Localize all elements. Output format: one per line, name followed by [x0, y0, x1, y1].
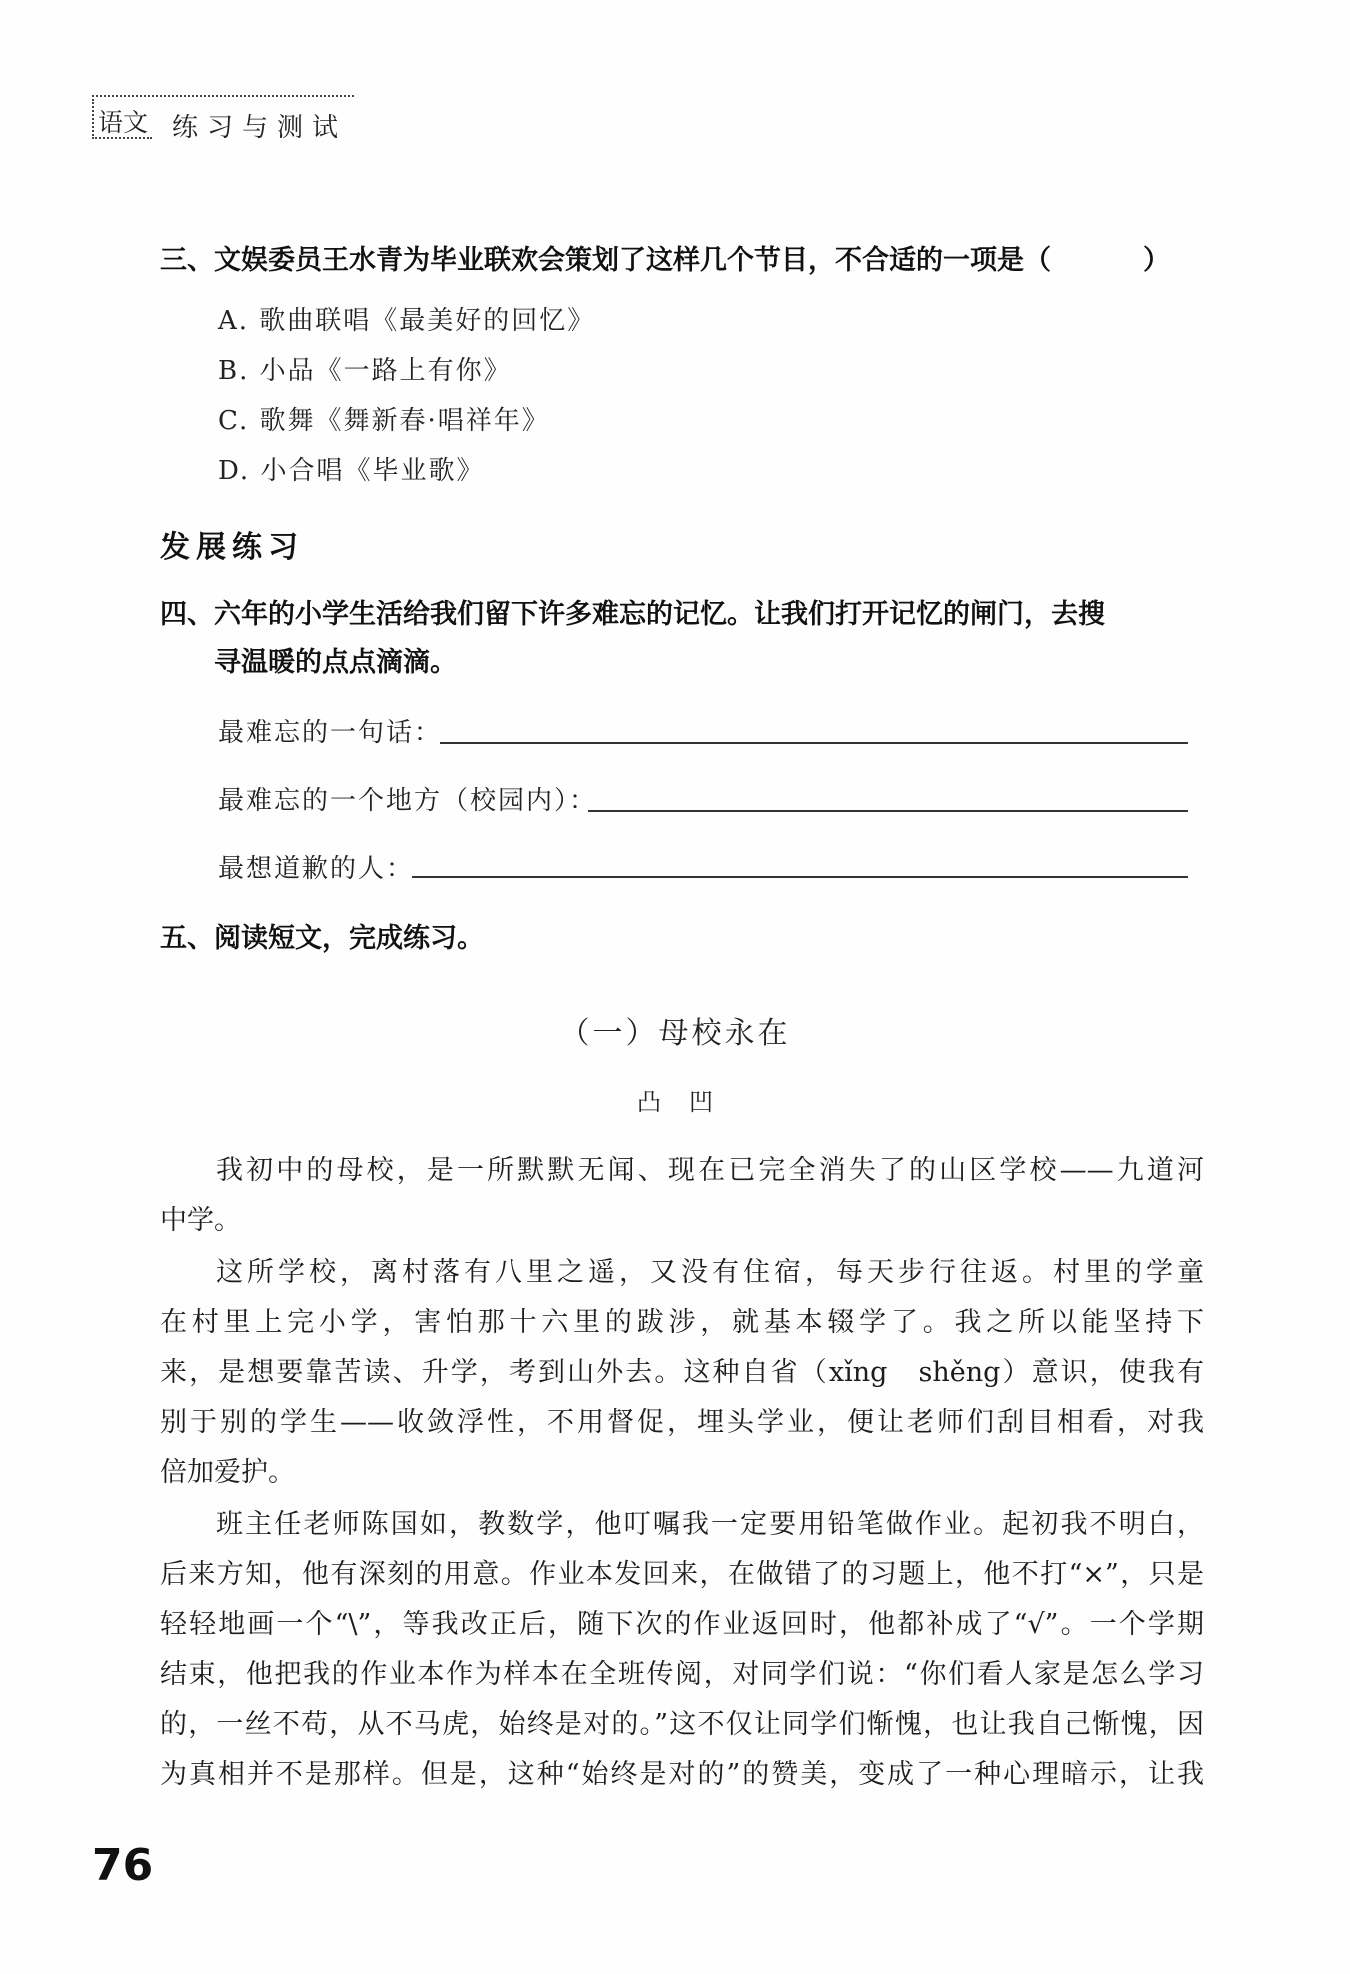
question-5-title: 五、阅读短文，完成练习。	[160, 923, 484, 954]
answer-line-person[interactable]	[412, 876, 1188, 878]
passage-line: 的，一丝不苟，从不马虎，始终是对的。”这不仅让同学们惭愧，也让我自己惭愧，因	[160, 1709, 1204, 1740]
option-c: C. 歌舞《舞新春·唱祥年》	[218, 406, 550, 436]
passage-line: 为真相并不是那样。但是，这种“始终是对的”的赞美，变成了一种心理暗示，让我	[160, 1759, 1204, 1790]
question-4-line-1: 四、六年的小学生活给我们留下许多难忘的记忆。让我们打开记忆的闸门，去搜	[160, 599, 1105, 630]
section-heading: 发展练习	[160, 530, 304, 565]
question-3-close-paren: ）	[1143, 245, 1170, 276]
fill-prompt-person: 最想道歉的人：	[218, 854, 415, 884]
passage-line: 别于别的学生——收敛浮性，不用督促，埋头学业，便让老师们刮目相看，对我	[160, 1407, 1204, 1438]
passage-line: 这所学校，离村落有八里之遥，又没有住宿，每天步行往返。村里的学童	[216, 1257, 1204, 1288]
passage-title: （一）母校永在	[559, 1016, 791, 1051]
page-header	[92, 95, 354, 143]
question-3-text: 三、文娱委员王水青为毕业联欢会策划了这样几个节目，不合适的一项是（	[160, 245, 1051, 276]
passage-author: 凸凹	[637, 1088, 741, 1116]
passage-line: 轻轻地画一个“\”，等我改正后，随下次的作业返回时，他都补成了“√”。一个学期	[160, 1609, 1204, 1640]
option-d: D. 小合唱《毕业歌》	[218, 456, 485, 486]
passage-line: 后来方知，他有深刻的用意。作业本发回来，在做错了的习题上，他不打“×”，只是	[160, 1559, 1204, 1590]
fill-prompt-place: 最难忘的一个地方（校园内）：	[218, 786, 598, 816]
passage-line: 倍加爱护。	[160, 1457, 295, 1488]
passage-line: 班主任老师陈国如，教数学，他叮嘱我一定要用铅笔做作业。起初我不明白，	[216, 1509, 1204, 1540]
question-4-line-2: 寻温暖的点点滴滴。	[214, 647, 457, 678]
passage-line: 我初中的母校，是一所默默无闻、现在已完全消失了的山区学校——九道河	[216, 1155, 1204, 1186]
passage-line: 结束，他把我的作业本作为样本在全班传阅，对同学们说：“你们看人家是怎么学习	[160, 1659, 1204, 1690]
option-a: A. 歌曲联唱《最美好的回忆》	[218, 306, 596, 336]
option-b: B. 小品《一路上有你》	[218, 356, 512, 386]
passage-line: 中学。	[160, 1205, 241, 1236]
header-subject: 语文	[98, 108, 149, 137]
passage-line: 在村里上完小学，害怕那十六里的跋涉，就基本辍学了。我之所以能坚持下	[160, 1307, 1204, 1338]
header-series-title: 练习与测试	[172, 113, 348, 143]
page-number: 76	[92, 1840, 154, 1891]
passage-line: 来，是想要靠苦读、升学，考到山外去。这种自省（xǐng shěng）意识，使我有	[160, 1357, 1204, 1388]
fill-prompt-sentence: 最难忘的一句话：	[218, 718, 443, 748]
answer-line-sentence[interactable]	[440, 742, 1188, 744]
header-dotted-rule	[92, 95, 354, 97]
answer-line-place[interactable]	[588, 810, 1188, 812]
question-3-title	[160, 238, 1170, 277]
